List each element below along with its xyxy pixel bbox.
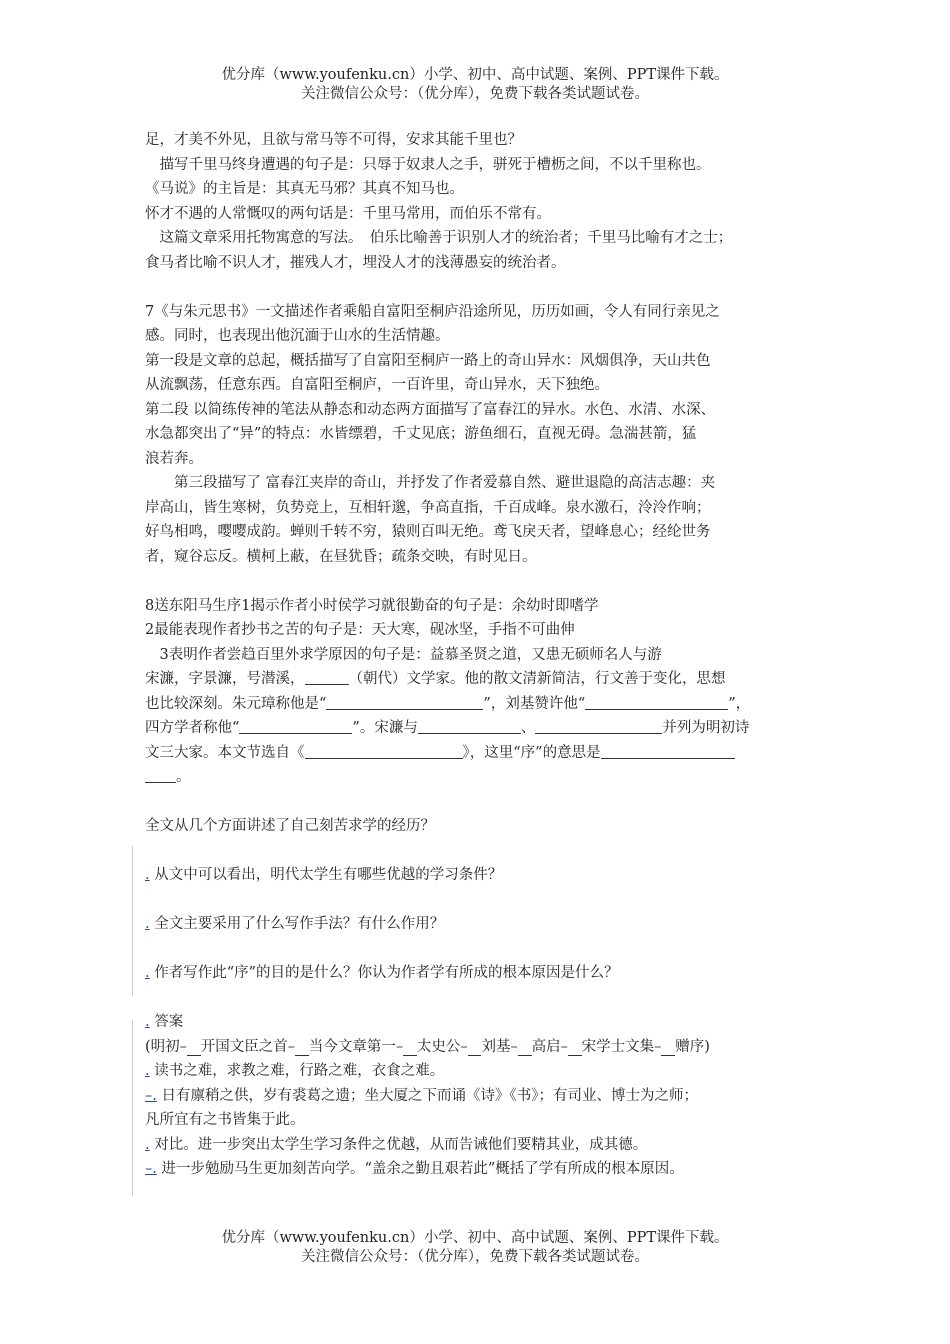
text-line: 7《与朱元思书》一文描述作者乘船自富阳至桐庐沿途所见，历历如画，令人有同行亲见之 bbox=[145, 303, 720, 320]
footer-line-1: 优分库（www.youfenku.cn）小学、初中、高中试题、案例、PPT课件下载。 bbox=[221, 1230, 729, 1246]
text-line: 水急都突出了“异”的特点：水皆缥碧，千丈见底；游鱼细石，直视无碍。急湍甚箭，猛 bbox=[145, 426, 697, 442]
footer-line-2: 关注微信公众号：（优分库），免费下载各类试题试卷。 bbox=[301, 1249, 649, 1265]
blank-dynasty[interactable] bbox=[305, 669, 349, 685]
answer-fill: 明初 bbox=[150, 1038, 180, 1055]
question-3: . 作者写作此“序”的目的是什么？你认为作者学有所成的根本原因是什么？ bbox=[145, 965, 619, 981]
question-2: . 全文主要采用了什么写作手法？有什么作用？ bbox=[145, 916, 445, 932]
text-line: 8送东阳马生序1揭示作者小时侯学习就很勤奋的句子是：余幼时即嗜学 bbox=[145, 597, 599, 614]
text-line: 2最能表现作者抄书之苦的句子是：天大寒，砚冰坚，手指不可曲伸 bbox=[145, 622, 575, 638]
text-line: 足，才美不外见，且欲与常马等不可得，安求其能千里也？ bbox=[145, 132, 522, 148]
list-marker: . bbox=[145, 1014, 150, 1030]
list-marker: –. bbox=[145, 1161, 157, 1177]
blank-scholars-title[interactable] bbox=[239, 718, 352, 734]
page-header bbox=[0, 66, 950, 104]
text-line: 食马者比喻不识人才，摧残人才，埋没人才的浅薄愚妄的统治者。 bbox=[145, 254, 566, 271]
text-line: 浪若奔。 bbox=[145, 450, 203, 467]
text-line: 怀才不遇的人常慨叹的两句话是：千里马常用，而伯乐不常有。 bbox=[145, 205, 551, 222]
answer-fill: 太史公 bbox=[416, 1038, 461, 1055]
list-marker: . bbox=[145, 867, 150, 883]
answer-fill: 当今文章第一 bbox=[308, 1038, 396, 1055]
text-line: 者，窥谷忘反。横柯上蔽，在昼犹昏；疏条交映，有时见日。 bbox=[145, 548, 537, 565]
answer-fill: 高启 bbox=[531, 1038, 561, 1055]
fill-in-line: 四方学者称他“ ”。宋濂与 、 并列为明初诗 bbox=[145, 720, 750, 736]
text-line: 好鸟相鸣，嘤嘤成韵。蝉则千转不穷，猿则百叫无绝。鸢飞戾天者，望峰息心；经纶世务 bbox=[145, 524, 711, 540]
text-line: 第三段描写了 富春江夹岸的奇山，并抒发了作者爱慕自然、避世退隐的高洁志趣：夹 bbox=[145, 475, 716, 491]
list-marker: . bbox=[145, 965, 150, 981]
list-marker: . bbox=[145, 1063, 150, 1079]
question-1: . 从文中可以看出，明代太学生有哪些优越的学习条件？ bbox=[145, 867, 503, 883]
questions-section bbox=[145, 814, 813, 986]
list-marker: . bbox=[145, 916, 150, 932]
fill-in-line: 宋濂，字景濂，号潜溪， （朝代）文学家。他的散文清新简洁，行文善于变化，思想 bbox=[145, 671, 726, 687]
section-ma-shuo bbox=[145, 128, 813, 275]
list-marker: . bbox=[145, 1136, 150, 1153]
text-line: 描写千里马终身遭遇的句子是：只辱于奴隶人之手，骈死于槽枥之间，不以千里称也。 bbox=[145, 156, 711, 173]
fill-in-line: 文三大家。本文节选自《 》，这里“序”的意思是 bbox=[145, 741, 813, 766]
text-line: 3表明作者尝趋百里外求学原因的句子是：益慕圣贤之道，又患无硕师名人与游 bbox=[145, 646, 662, 663]
text-line: 这篇文章采用托物寓意的写法。 伯乐比喻善于识别人才的统治者；千里马比喻有才之士； bbox=[145, 230, 733, 246]
header-line-2: 关注微信公众号：（优分库），免费下载各类试题试卷。 bbox=[301, 86, 649, 102]
answer-fill: 宋学士文集 bbox=[581, 1038, 655, 1055]
page-footer bbox=[0, 1229, 950, 1267]
section-song-dongyang-ma-sheng-xu bbox=[145, 594, 813, 790]
blank-xu-meaning[interactable] bbox=[601, 743, 735, 759]
answer-fill: 开国文臣之首 bbox=[200, 1038, 288, 1055]
answer-fill: 赠序 bbox=[675, 1038, 705, 1055]
answers-fill-line: (明初– 开国文臣之首– 当今文章第一– 太史公– 刘基– 高启– 宋学士文集– 赠序) bbox=[145, 1038, 710, 1055]
text-line: 《马说》的主旨是：其真无马邪？其真不知马也。 bbox=[145, 181, 464, 197]
fill-in-line: 。 bbox=[145, 765, 813, 790]
section-yu-zhu-yuan-si-shu bbox=[145, 300, 813, 570]
question-0: 全文从几个方面讲述了自己刻苦求学的经历？ bbox=[145, 818, 435, 834]
answer-2: –. 日有廪稍之供，岁有裘葛之遗；坐大厦之下而诵《诗》《书》；有司业、博士为之师； bbox=[145, 1087, 698, 1104]
blank-liu-ji-praise[interactable] bbox=[585, 694, 728, 710]
answers-title: . 答案 bbox=[145, 1014, 184, 1030]
text-line: 第二段 以简练传神的笔法从静态和动态两方面描写了富春江的异水。水色、水清、水深、 bbox=[145, 401, 716, 418]
document-body bbox=[145, 128, 813, 1182]
blank-xu-meaning-cont[interactable] bbox=[145, 767, 176, 783]
header-line-1: 优分库（www.youfenku.cn）小学、初中、高中试题、案例、PPT课件下载。 bbox=[221, 67, 729, 83]
answer-3: . 对比。进一步突出太学生学习条件之优越，从而告诫他们要精其业，成其德。 bbox=[145, 1136, 648, 1153]
blank-poet-2[interactable] bbox=[535, 718, 662, 734]
answer-4: –. 进一步勉励马生更加刻苦向学。“盖余之勤且艰若此”概括了学有所成的根本原因。 bbox=[145, 1161, 684, 1177]
question-margin-bar bbox=[132, 846, 133, 996]
blank-source-book[interactable] bbox=[305, 743, 463, 759]
text-line: 感。同时，也表现出他沉湎于山水的生活情趣。 bbox=[145, 328, 450, 344]
text-line: 第一段是文章的总起，概括描写了自富阳至桐庐一路上的奇山异水：风烟俱净，天山共色 bbox=[145, 352, 711, 369]
text-line: 岸高山，皆生寒树，负势竞上，互相轩邈，争高直指，千百成峰。泉水激石，泠泠作响； bbox=[145, 499, 711, 516]
answer-1: . 读书之难，求教之难，行路之难，衣食之难。 bbox=[145, 1063, 445, 1079]
list-marker: –. bbox=[145, 1087, 157, 1104]
answer-2-cont: 凡所宜有之书皆集于此。 bbox=[145, 1112, 305, 1128]
answer-fill: 刘基 bbox=[481, 1038, 511, 1055]
text-line: 从流飘荡，任意东西。自富阳至桐庐，一百许里，奇山异水，天下独绝。 bbox=[145, 377, 609, 393]
blank-zhu-yuanzhang-title[interactable] bbox=[326, 694, 483, 710]
fill-in-line: 也比较深刻。朱元璋称他是“ ”，刘基赞许他“ ”， bbox=[145, 695, 751, 712]
answers-section bbox=[145, 1010, 813, 1182]
blank-poet-1[interactable] bbox=[418, 718, 521, 734]
answer-margin-bar bbox=[132, 1020, 133, 1196]
